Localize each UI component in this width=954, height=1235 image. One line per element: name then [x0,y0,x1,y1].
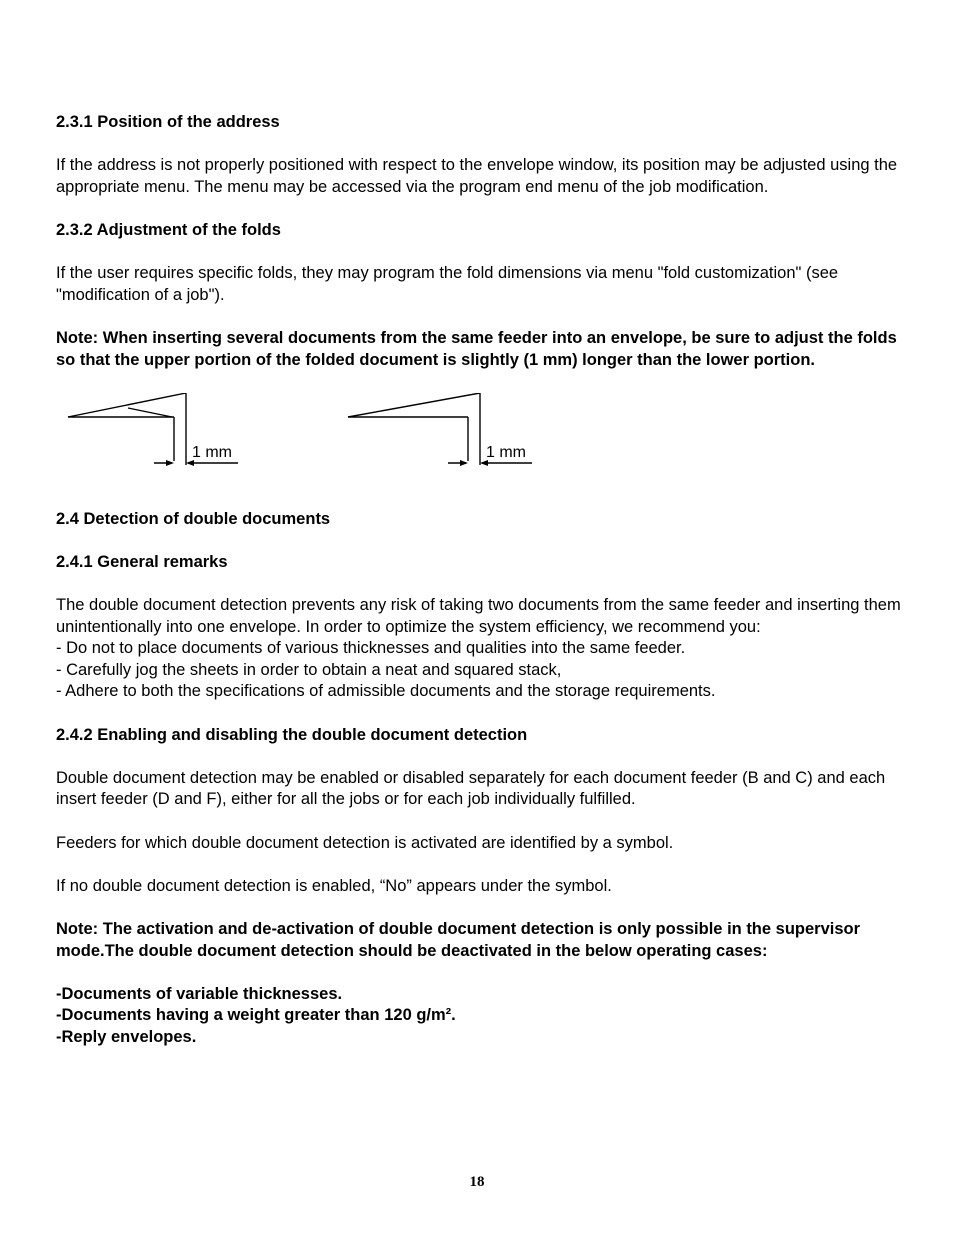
paragraph-detection-no: If no double document detection is enabled, “No” appears under the symbol. [56,876,612,895]
section-heading-2-4: 2.4 Detection of double documents [56,509,331,528]
fold-left-dimension-label: 1 mm [192,443,232,461]
fold-diagram-left [66,393,266,471]
list-item: - Do not to place documents of various thicknesses and qualities into the same feeder. [56,639,686,658]
page-number: 18 [469,1174,485,1190]
list-item: -Documents of variable thicknesses. [56,984,343,1003]
document-page [56,112,901,1049]
fold-diagram-right-drawing [346,393,546,471]
paragraph-detection-enable: Double document detection may be enabled or disabled separately for each document feeder (B and C) and each insert feeder (D and F), either for all the jobs or for each job individually fulfilled. [56,768,886,809]
deactivation-cases-list [56,984,901,1049]
list-item: - Carefully jog the sheets in order to obtain a neat and squared stack, [56,660,562,679]
paragraph-detection-symbol: Feeders for which double document detection is activated are identified by a symbol. [56,833,674,852]
general-remarks-block [56,595,901,703]
list-item: - Adhere to both the specifications of admissible documents and the storage requirements. [56,682,716,701]
paragraph-general-remarks: The double document detection prevents any risk of taking two documents from the same feeder and inserting them unintentionally into one envelope. In order to optimize the system efficiency, we recommend you: [56,596,901,636]
fold-diagrams [56,393,901,501]
fold-diagram-right [346,393,546,471]
fold-right-dimension-label: 1 mm [486,443,526,461]
section-heading-2-4-1: 2.4.1 General remarks [56,552,228,571]
fold-diagram-left-drawing [66,393,266,471]
section-heading-2-4-2: 2.4.2 Enabling and disabling the double document detection [56,725,528,744]
list-item: -Documents having a weight greater than 120 g/m². [56,1006,456,1025]
note-supervisor-mode: Note: The activation and de-activation of double document detection is only possible in the supervisor mode.The double document detection should be deactivated in the below operating cases: [56,920,861,960]
note-folds: Note: When inserting several documents from the same feeder into an envelope, be sure to adjust the folds so that the upper portion of the folded document is slightly (1 mm) longer than the lower portion. [56,328,897,369]
section-heading-2-3-2: 2.3.2 Adjustment of the folds [56,220,281,239]
paragraph-address-position: If the address is not properly positioned with respect to the envelope window, its position may be adjusted using the appropriate menu. The menu may be accessed via the program end menu of the job modification. [56,156,898,196]
paragraph-fold-adjustment: If the user requires specific folds, they may program the fold dimensions via menu "fold customization" (see "modification of a job"). [56,264,839,304]
list-item: -Reply envelopes. [56,1027,197,1046]
section-heading-2-3-1: 2.3.1 Position of the address [56,113,280,131]
